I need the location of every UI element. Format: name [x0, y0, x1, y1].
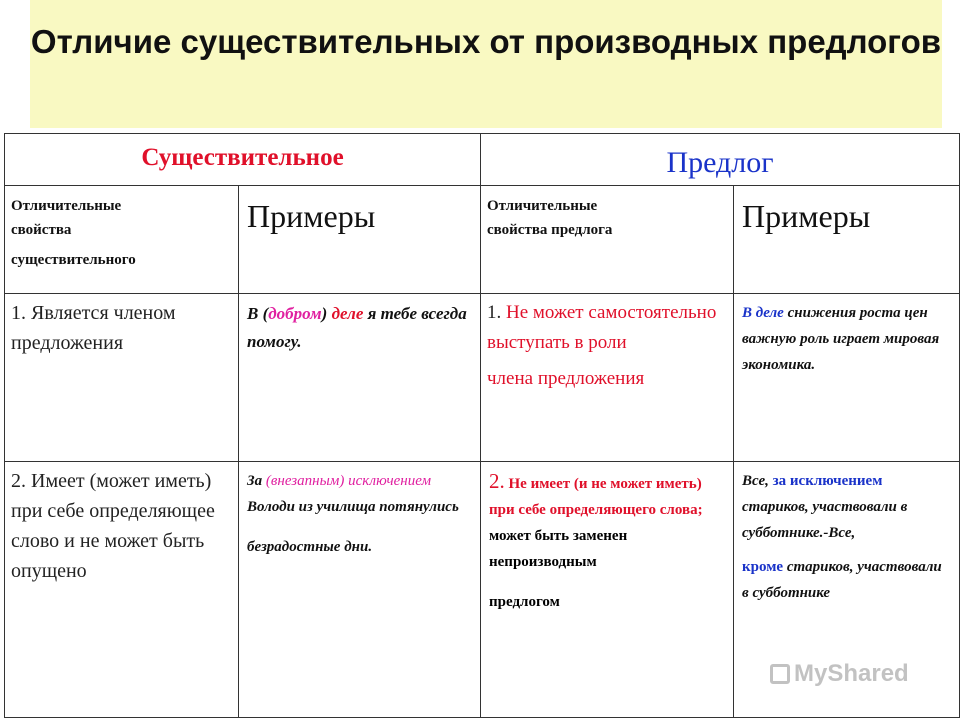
presentation-icon — [770, 664, 790, 684]
header-preposition: Предлог — [481, 134, 960, 186]
noun-examples-header: Примеры — [239, 186, 481, 294]
row2-noun-prop: 2. Имеет (может иметь) при себе определяющее слово и не может быть опущено — [5, 462, 239, 718]
comparison-table — [4, 133, 960, 718]
row1-noun-example: В (добром) деле я тебе всегда помогу. — [239, 294, 481, 462]
row2-prep-prop: 2. Не имеет (и не может иметь) при себе определяющего слова; может быть заменен непроизводным предлогом — [481, 462, 734, 718]
row1-prep-example: В деле снижения роста цен важную роль играет мировая экономика. — [734, 294, 960, 462]
subheader-row — [5, 186, 960, 294]
noun-props-header: Отличительные свойства существительного — [5, 186, 239, 294]
prep-examples-header: Примеры — [734, 186, 960, 294]
row2-prep-example: Все, за исключением стариков, участвовали в субботнике.-Все, кроме стариков, участвовали в субботнике — [734, 462, 960, 718]
row2-noun-example: За (внезапным) исключением Володи из училища потянулись безрадостные дни. — [239, 462, 481, 718]
watermark: MyShared — [770, 660, 909, 688]
page-title: Отличие существительных от производных предлогов — [30, 23, 942, 60]
row1-noun-prop: 1. Является членом предложения — [5, 294, 239, 462]
table-row — [5, 294, 960, 462]
prep-props-header: Отличительные свойства предлога — [481, 186, 734, 294]
row1-prep-prop: 1. Не может самостоятельно выступать в роли члена предложения — [481, 294, 734, 462]
header-row — [5, 134, 960, 186]
header-noun: Существительное — [5, 134, 481, 186]
